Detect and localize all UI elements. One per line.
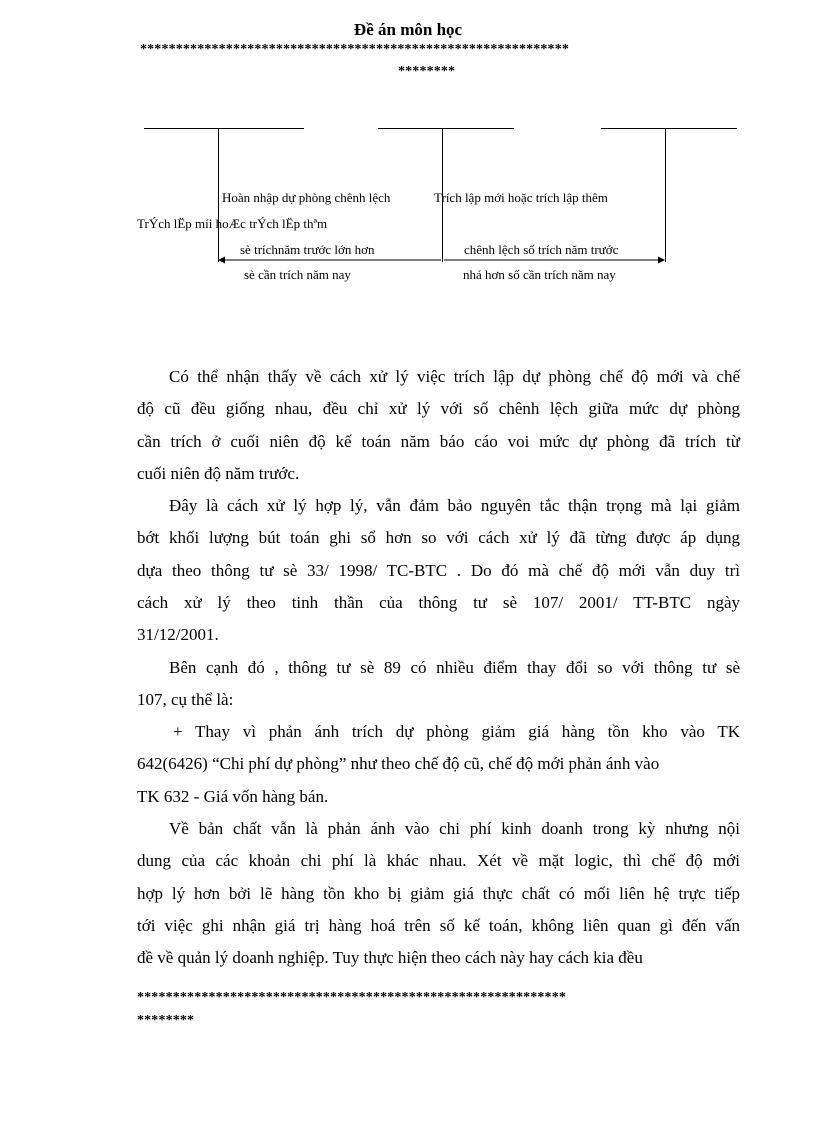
header-stars-line-1: ************************************************************: [140, 42, 569, 57]
paragraph-line: Bên cạnh đó , thông tư sè 89 có nhiều điểm thay đổi so với thông tư sè: [169, 658, 740, 677]
paragraph-line: cuối niên độ năm trước.: [137, 463, 300, 483]
footer-stars-line-2: ********: [137, 1013, 195, 1028]
arrow-left-head: [218, 257, 225, 264]
diagram-left-label: TrÝch lËp míi hoÆc trÝch lËp thªm: [137, 216, 328, 231]
paragraph-line: Có thể nhận thấy về cách xử lý việc trích lập dự phòng chế độ mới và chế: [169, 367, 740, 386]
diagram-mid-label-3: sè cần trích năm nay: [244, 267, 351, 282]
paragraph-3: [137, 652, 740, 717]
diagram-right-label-1: Trích lập mới hoặc trích lập thêm: [434, 190, 608, 205]
paragraph-line: tới việc ghi nhận giá trị hàng hoá trên số kế toán, không liên quan gì đến vấn: [137, 915, 740, 935]
paragraph-4: [137, 716, 740, 813]
paragraph-line: độ cũ đều giống nhau, đều chỉ xử lý với số chênh lệch giữa mức dự phòng: [137, 399, 740, 419]
arrow-right-head: [658, 257, 665, 264]
diagram-arrows: [0, 0, 816, 300]
page-title: Đề án môn học: [353, 20, 463, 39]
paragraph-line: đề về quản lý doanh nghiệp. Tuy thực hiện theo cách này hay cách kia đều: [137, 948, 643, 968]
paragraph-5: [137, 813, 740, 974]
header-stars-line-2: ********: [398, 64, 456, 79]
footer-stars-line-1: ************************************************************: [137, 990, 566, 1005]
paragraph-line: dung của các khoản chi phí là khác nhau. Xét về mặt logic, thì chế độ mới: [137, 851, 740, 871]
paragraph-line: 642(6426) “Chi phí dự phòng” như theo chế độ cũ, chế độ mới phản ánh vào: [137, 754, 660, 774]
paragraph-line: dựa theo thông tư sè 33/ 1998/ TC-BTC . Do đó mà chế độ mới vẫn duy trì: [137, 560, 740, 580]
paragraph-line: + Thay vì phản ánh trích dự phòng giảm giá hàng tồn kho vào TK: [173, 722, 740, 741]
paragraph-line: cần trích ở cuối niên độ kế toán năm báo cáo voi mức dự phòng đã trích từ: [137, 431, 740, 451]
paragraph-line: 31/12/2001.: [137, 625, 219, 645]
diagram-mid-label-1: Hoàn nhập dự phòng chênh lệch: [222, 190, 391, 205]
paragraph-line: hợp lý hơn bởi lẽ hàng tồn kho bị giảm giá thực chất có mối liên hệ trực tiếp: [137, 883, 740, 903]
paragraph-2: [137, 490, 740, 651]
paragraph-line: TK 632 - Giá vốn hàng bán.: [137, 786, 329, 806]
diagram-right-label-3: nhá hơn số cần trích năm nay: [463, 267, 616, 282]
paragraph-line: 107, cụ thể là:: [137, 690, 234, 710]
paragraph-line: bớt khối lượng bút toán ghi sổ hơn so với cách xử lý đã từng được áp dụng: [137, 528, 740, 548]
diagram-right-label-2: chênh lệch số trích năm trước: [464, 242, 619, 257]
paragraph-line: cách xử lý theo tinh thần của thông tư sè 107/ 2001/ TT-BTC ngày: [137, 592, 740, 612]
paragraph-line: Đây là cách xử lý hợp lý, vẫn đảm bảo nguyên tắc thận trọng mà lại giảm: [169, 496, 740, 515]
paragraph-1: [137, 361, 740, 490]
diagram-mid-label-2: sè tríchnăm trước lớn hơn: [240, 242, 375, 257]
paragraph-line: Về bản chất vẫn là phản ánh vào chi phí kinh doanh trong kỳ nhưng nội: [169, 819, 740, 838]
